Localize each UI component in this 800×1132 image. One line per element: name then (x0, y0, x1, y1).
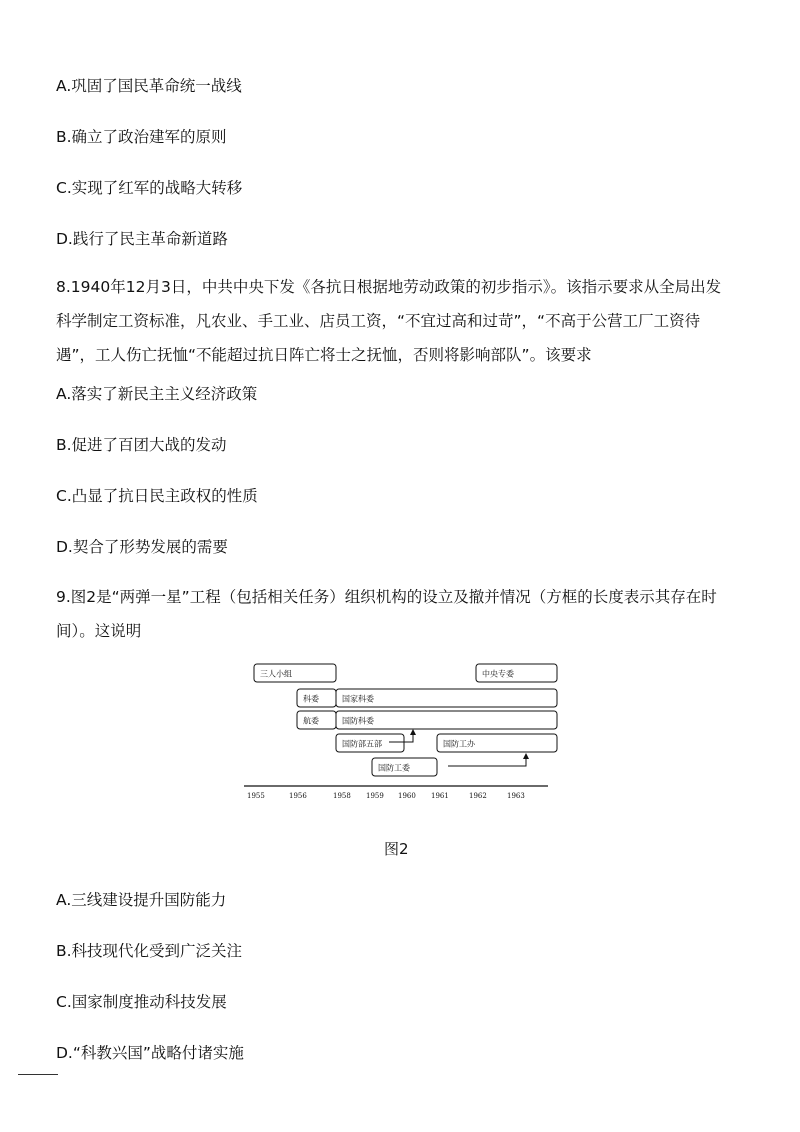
axis-year-label: 1960 (398, 792, 416, 800)
org-boxes (254, 664, 557, 776)
q7-option-a: A.巩固了国民革命统一战线 (56, 77, 242, 95)
q8-option-b: B.促进了百团大战的发动 (56, 436, 227, 454)
q8-option-c: C.凸显了抗日民主政权的性质 (56, 487, 258, 505)
org-box-label: 国防部五部 (342, 739, 382, 749)
q9-option-d: D.“科教兴国”战略付诸实施 (56, 1044, 244, 1062)
org-box-label: 航委 (303, 716, 319, 726)
org-box-label: 三人小组 (260, 669, 292, 679)
org-box-label: 国家科委 (342, 694, 374, 704)
axis-year-label: 1956 (289, 792, 307, 800)
q8-stem-line-3: 遇”，工人伤亡抚恤“不能超过抗日阵亡将士之抚恤，否则将影响部队”。该要求 (56, 346, 592, 364)
org-box-label: 国防工委 (378, 763, 410, 773)
q8-stem-line-1: 8.1940年12月3日，中共中央下发《各抗日根据地劳动政策的初步指示》。该指示要求从全局出发 (56, 278, 722, 296)
org-box-label: 国防工办 (443, 739, 475, 749)
q8-option-a: A.落实了新民主主义经济政策 (56, 385, 258, 403)
footnote-rule (18, 1074, 58, 1075)
org-box-label: 科委 (303, 694, 319, 704)
org-box-label: 中央专委 (482, 669, 514, 679)
q9-stem-line-1: 9.图2是“两弹一星”工程（包括相关任务）组织机构的设立及撤并情况（方框的长度表示其存在时 (56, 588, 717, 606)
q9-option-c: C.国家制度推动科技发展 (56, 993, 227, 1011)
q9-stem-line-2: 间）。这说明 (56, 622, 142, 640)
q7-option-b: B.确立了政治建军的原则 (56, 128, 227, 146)
org-box-label: 国防科委 (342, 716, 374, 726)
axis-year-label: 1962 (469, 792, 487, 800)
q7-option-d: D.践行了民主革命新道路 (56, 230, 228, 248)
axis-year-label: 1955 (247, 792, 265, 800)
q7-option-c: C.实现了红军的战略大转移 (56, 179, 243, 197)
axis-year-label: 1961 (431, 792, 449, 800)
axis-year-label: 1963 (507, 792, 525, 800)
arrow-gongwei-to-gongban (448, 756, 526, 766)
q9-option-a: A.三线建设提升国防能力 (56, 891, 227, 909)
axis-year-label: 1959 (366, 792, 384, 800)
q8-stem-line-2: 科学制定工资标准，凡农业、手工业、店员工资，“不宜过高和过苛”，“不高于公营工厂工资待 (56, 312, 701, 330)
figure-caption: 图2 (384, 840, 409, 858)
q8-option-d: D.契合了形势发展的需要 (56, 538, 228, 556)
axis-year-labels (247, 792, 525, 800)
q9-option-b: B.科技现代化受到广泛关注 (56, 942, 243, 960)
axis-year-label: 1958 (333, 792, 351, 800)
